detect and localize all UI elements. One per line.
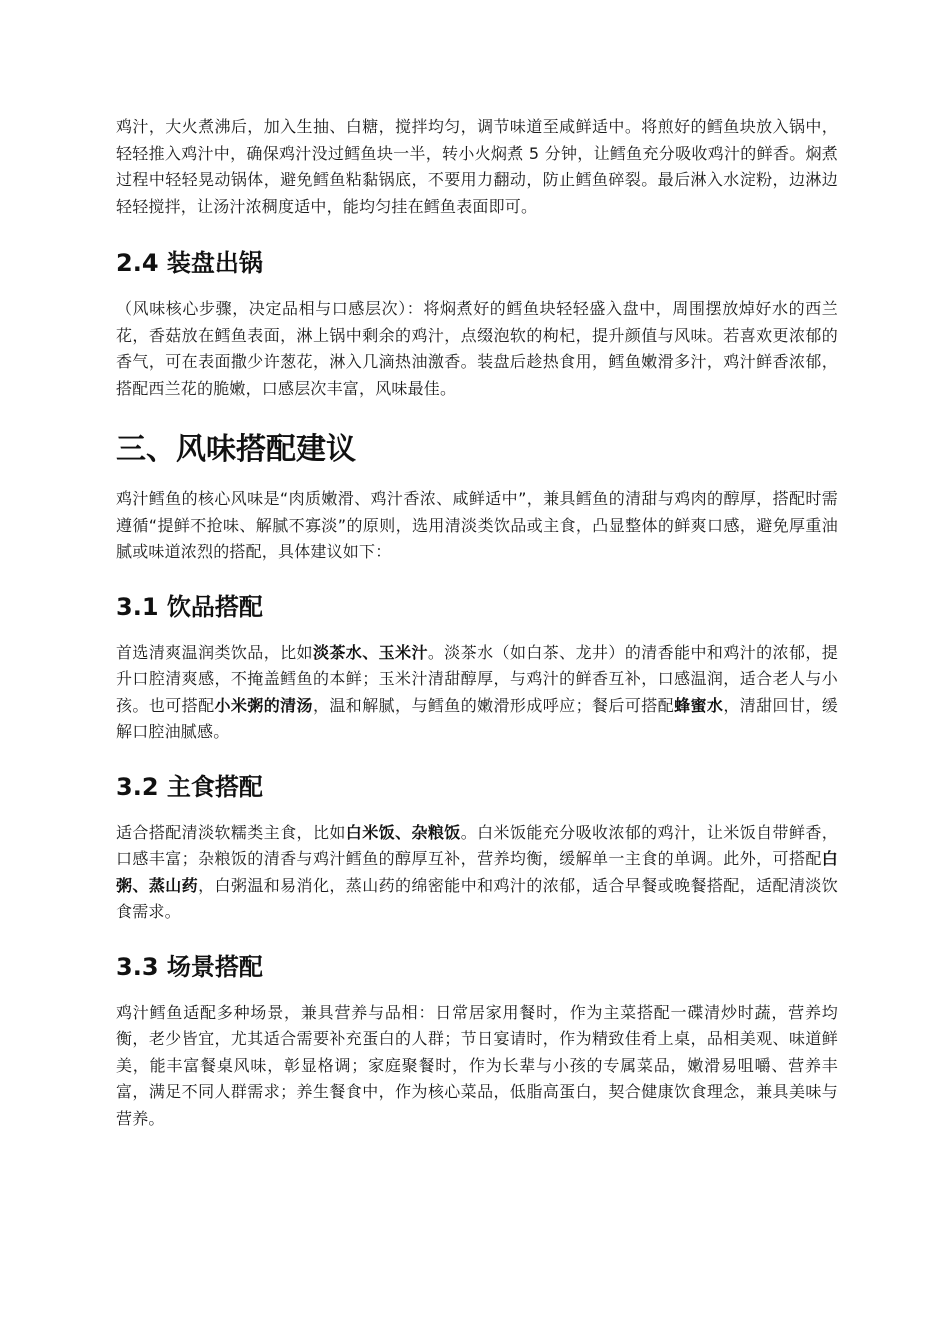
section-3-2-bold-2: 白粥、蒸山药 [116, 849, 838, 895]
section-3-2-heading: 3.2 主食搭配 [116, 772, 263, 801]
section-3-2-bold-1: 白米饭、杂粮饭 [345, 822, 461, 842]
section-3-3-paragraph: 鸡汁鳕鱼适配多种场景，兼具营养与品相：日常居家用餐时，作为主菜搭配一碟清炒时蔬，营养均衡，老少皆宜，尤其适合需要补充蛋白的人群；节日宴请时，作为精致佳肴上桌，品相美观、味道鲜美，能丰富餐桌风味，彰显格调；家庭聚餐时，作为长辈与小孩的专属菜品，嫩滑易咀嚼、营养丰富，满足不同人群需求；养生餐食中，作为核心菜品，低脂高蛋白，契合健康饮食理念，兼具美味与营养。 [116, 1002, 838, 1128]
intro-paragraph: 鸡汁，大火煮沸后，加入生抽、白糖，搅拌均匀，调节味道至咸鲜适中。将煎好的鳕鱼块放入锅中，轻轻推入鸡汁中，确保鸡汁没过鳕鱼块一半，转小火焖煮 5 分钟，让鳕鱼充分吸收鸡汁的鲜香。焖煮过程中轻轻晃动锅体，避免鳕鱼粘黏锅底，不要用力翻动，防止鳕鱼碎裂。最后淋入水淀粉，边淋边轻轻搅拌，让汤汁浓稠度适中，能均匀挂在鳕鱼表面即可。 [116, 117, 838, 216]
section-3-1-bold-2: 小米粥的清汤 [214, 695, 313, 715]
section-3-paragraph: 鸡汁鳕鱼的核心风味是“肉质嫩滑、鸡汁香浓、咸鲜适中”，兼具鳕鱼的清甜与鸡肉的醇厚，搭配时需遵循“提鲜不抢味、解腻不寡淡”的原则，选用清淡类饮品或主食，凸显整体的鲜爽口感，避免厚重油腻或味道浓烈的搭配，具体建议如下： [116, 489, 838, 561]
section-3-1-text-3: ，温和解腻，与鳕鱼的嫩滑形成呼应；餐后可搭配 [312, 695, 675, 715]
section-3-2-text-2: 。白米饭能充分吸收浓郁的鸡汁，让米饭自带鲜香，口感丰富；杂粮饭的清香与鸡汁鳕鱼的醇厚互补，营养均衡，缓解单一主食的单调。此外，可搭配 [116, 822, 838, 868]
section-2-4-heading: 2.4 装盘出锅 [116, 249, 263, 277]
section-3-1-heading: 3.1 饮品搭配 [116, 592, 263, 621]
section-3-heading: 三、风味搭配建议 [116, 432, 356, 467]
section-3-3-heading: 3.3 场景搭配 [116, 952, 263, 981]
section-3-2-paragraph [116, 820, 838, 926]
section-3-2-text-3: ，白粥温和易消化，蒸山药的绵密能中和鸡汁的浓郁，适合早餐或晚餐搭配，适配清淡饮食需求。 [116, 875, 838, 921]
document-page [116, 112, 838, 1132]
section-3-1-text-2: 。淡茶水（如白茶、龙井）的清香能中和鸡汁的浓郁，提升口腔清爽感，不掩盖鳕鱼的本鲜；玉米汁清甜醇厚，与鸡汁的鲜香互补，口感温润，适合老人与小孩。也可搭配 [116, 642, 838, 715]
section-3-2-text-1: 适合搭配清淡软糯类主食，比如 [116, 822, 346, 842]
section-3-1-bold-3: 蜂蜜水 [674, 695, 724, 715]
section-2-4-paragraph: （风味核心步骤，决定品相与口感层次）：将焖煮好的鳕鱼块轻轻盛入盘中，周围摆放焯好水的西兰花，香菇放在鳕鱼表面，淋上锅中剩余的鸡汁，点缀泡软的枸杞，提升颜值与风味。若喜欢更浓郁的香气，可在表面撒少许葱花，淋入几滴热油激香。装盘后趁热食用，鳕鱼嫩滑多汁，鸡汁鲜香浓郁，搭配西兰花的脆嫩，口感层次丰富，风味最佳。 [116, 299, 838, 398]
section-3-1-text-4: ，清甜回甘，缓解口腔油腻感。 [116, 695, 838, 741]
section-3-1-paragraph [116, 640, 838, 746]
section-3-1-text-1: 首选清爽温润类饮品，比如 [116, 642, 313, 662]
section-3-1-bold-1: 淡茶水、玉米汁 [312, 642, 428, 662]
